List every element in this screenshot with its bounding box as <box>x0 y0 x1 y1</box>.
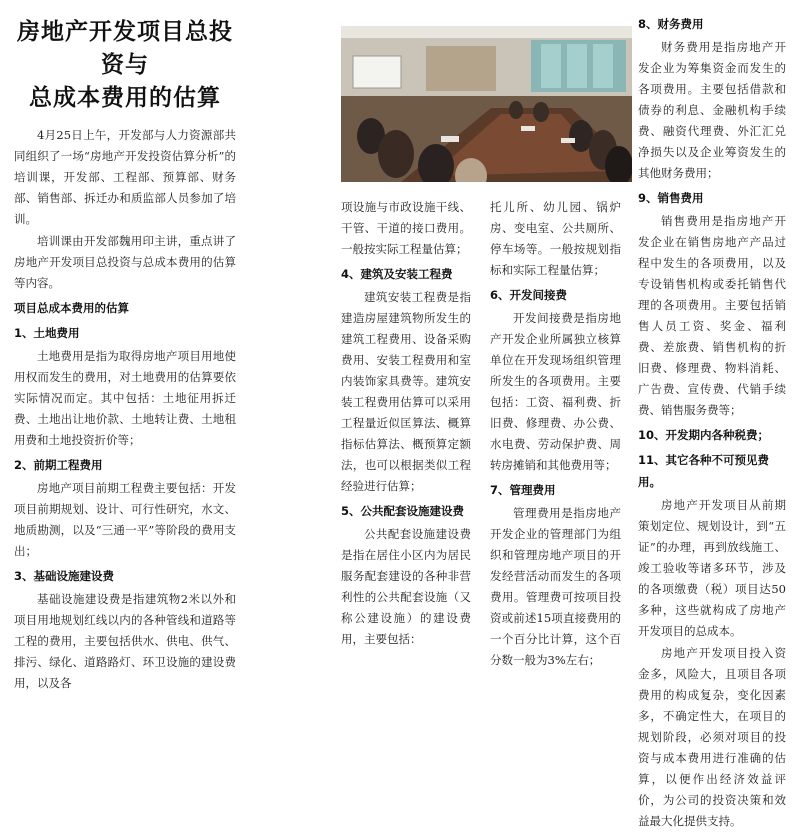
section-heading: 项目总成本费用的估算 <box>14 301 129 315</box>
paragraph-construction-cost: 建筑安装工程费是指建造房屋建筑物所发生的建筑工程费用、设备采购费用、安装工程费用和室内装饰家具费等。建筑安装工程费用估算可以采用工程量近似匡算法、概算指标估算法、概预算定额法，也可以根据类似工程经验进行估算； <box>341 290 471 493</box>
paragraph-land-cost: 土地费用是指为取得房地产项目用地使用权而发生的费用，对土地费用的估算要依实际情况而定。其中包括：土地征用拆迁费、土地出让地价款、土地转让费、土地租用费和土地投资折价等； <box>14 349 236 447</box>
column-4 <box>638 10 786 833</box>
title-line-2: 总成本费用的估算 <box>29 85 221 111</box>
training-photo <box>341 26 632 182</box>
paragraph-indirect-cost: 开发间接费是指房地产开发企业所属独立核算单位在开发现场组织管理所发生的各项费用。主要包括：工资、福利费、折旧费、修理费、办公费、水电费、劳动保护费、周转房摊销和其他费用等； <box>490 311 621 472</box>
paragraph-public-facilities-cost-continued: 托儿所、幼儿园、锅炉房、变电室、公共厕所、停车场等。一般按规划指标和实际工程量估算； <box>490 200 621 277</box>
paragraph-total-cost: 房地产开发项目从前期策划定位、规划设计，到“五证”的办理，再到放线施工、竣工验收等诸多环节，涉及的各项缴费（税）项目达50多种，这些就构成了房地产开发项目的总成本。 <box>638 498 786 638</box>
paragraph-infrastructure-cost-continued: 项设施与市政设施干线、干管、干道的接口费用。一般按实际工程量估算； <box>341 200 471 256</box>
title-line-1: 房地产开发项目总投资与 <box>17 19 233 78</box>
heading-sales-cost: 9、销售费用 <box>638 191 704 205</box>
heading-public-facilities-cost: 5、公共配套设施建设费 <box>341 504 465 518</box>
column-3 <box>490 197 621 672</box>
heading-land-cost: 1、土地费用 <box>14 326 80 340</box>
heading-taxes: 10、开发期内各种税费； <box>638 428 770 442</box>
paragraph-finance-cost: 财务费用是指房地产开发企业为筹集资金而发生的各项费用。主要包括借款和债券的利息、金融机构手续费、融资代理费、外汇汇兑净损失以及企业筹资发生的其他财务费用； <box>638 40 786 180</box>
column-2 <box>341 197 471 651</box>
column-1 <box>14 16 236 695</box>
paragraph-conclusion: 房地产开发项目投入资金多，风险大，且项目各项费用的构成复杂，变化因素多，不确定性大，在项目的规划阶段，必须对项目的投资与成本费用进行准确的估算，以便作出经济效益评价，为公司的投资决策和效益最大化提供支持。 <box>638 646 786 828</box>
intro-paragraph-2: 培训课由开发部魏用印主讲，重点讲了房地产开发项目总投资与总成本费用的估算等内容。 <box>14 234 236 290</box>
training-photo-illustration <box>341 26 632 182</box>
paragraph-sales-cost: 销售费用是指房地产开发企业在销售房地产产品过程中发生的各项费用，以及专设销售机构或委托销售代理的各项费用。主要包括销售人员工资、奖金、福利费、差旅费、销售机构的折旧费、修理费、物料消耗、广告费、宣传费、代销手续费、销售服务费等； <box>638 214 786 417</box>
heading-preliminary-cost: 2、前期工程费用 <box>14 458 103 472</box>
heading-indirect-cost: 6、开发间接费 <box>490 288 568 302</box>
heading-construction-cost: 4、建筑及安装工程费 <box>341 267 453 281</box>
intro-paragraph-1: 4月25日上午，开发部与人力资源部共同组织了一场“房地产开发投资估算分析”的培训课，开发部、工程部、预算部、财务部、销售部、拆迁办和质监部人员参加了培训。 <box>14 128 236 226</box>
heading-unforeseen-cost: 11、其它各种不可预见费用。 <box>638 453 770 489</box>
paragraph-management-cost: 管理费用是指房地产开发企业的管理部门为组织和管理房地产项目的开发经营活动而发生的各项费用。管理费可按项目投资或前述15项直接费用的一个百分比计算，这个百分数一般为3%左右； <box>490 506 621 667</box>
heading-infrastructure-cost: 3、基础设施建设费 <box>14 569 115 583</box>
paragraph-public-facilities-cost: 公共配套设施建设费是指在居住小区内为居民服务配套建设的各种非营利性的公共配套设施（又称公建设施）的建设费用，主要包括： <box>341 527 471 646</box>
paragraph-preliminary-cost: 房地产项目前期工程费主要包括：开发项目前期规划、设计、可行性研究，水文、地质勘测，以及“三通一平”等阶段的费用支出； <box>14 481 236 558</box>
heading-management-cost: 7、管理费用 <box>490 483 556 497</box>
article-title <box>14 16 236 115</box>
heading-finance-cost: 8、财务费用 <box>638 17 704 31</box>
paragraph-infrastructure-cost: 基础设施建设费是指建筑物2米以外和项目用地规划红线以内的各种管线和道路等工程的费用，主要包括供水、供电、供气、排污、绿化、道路路灯、环卫设施的建设费用，以及各 <box>14 592 236 690</box>
